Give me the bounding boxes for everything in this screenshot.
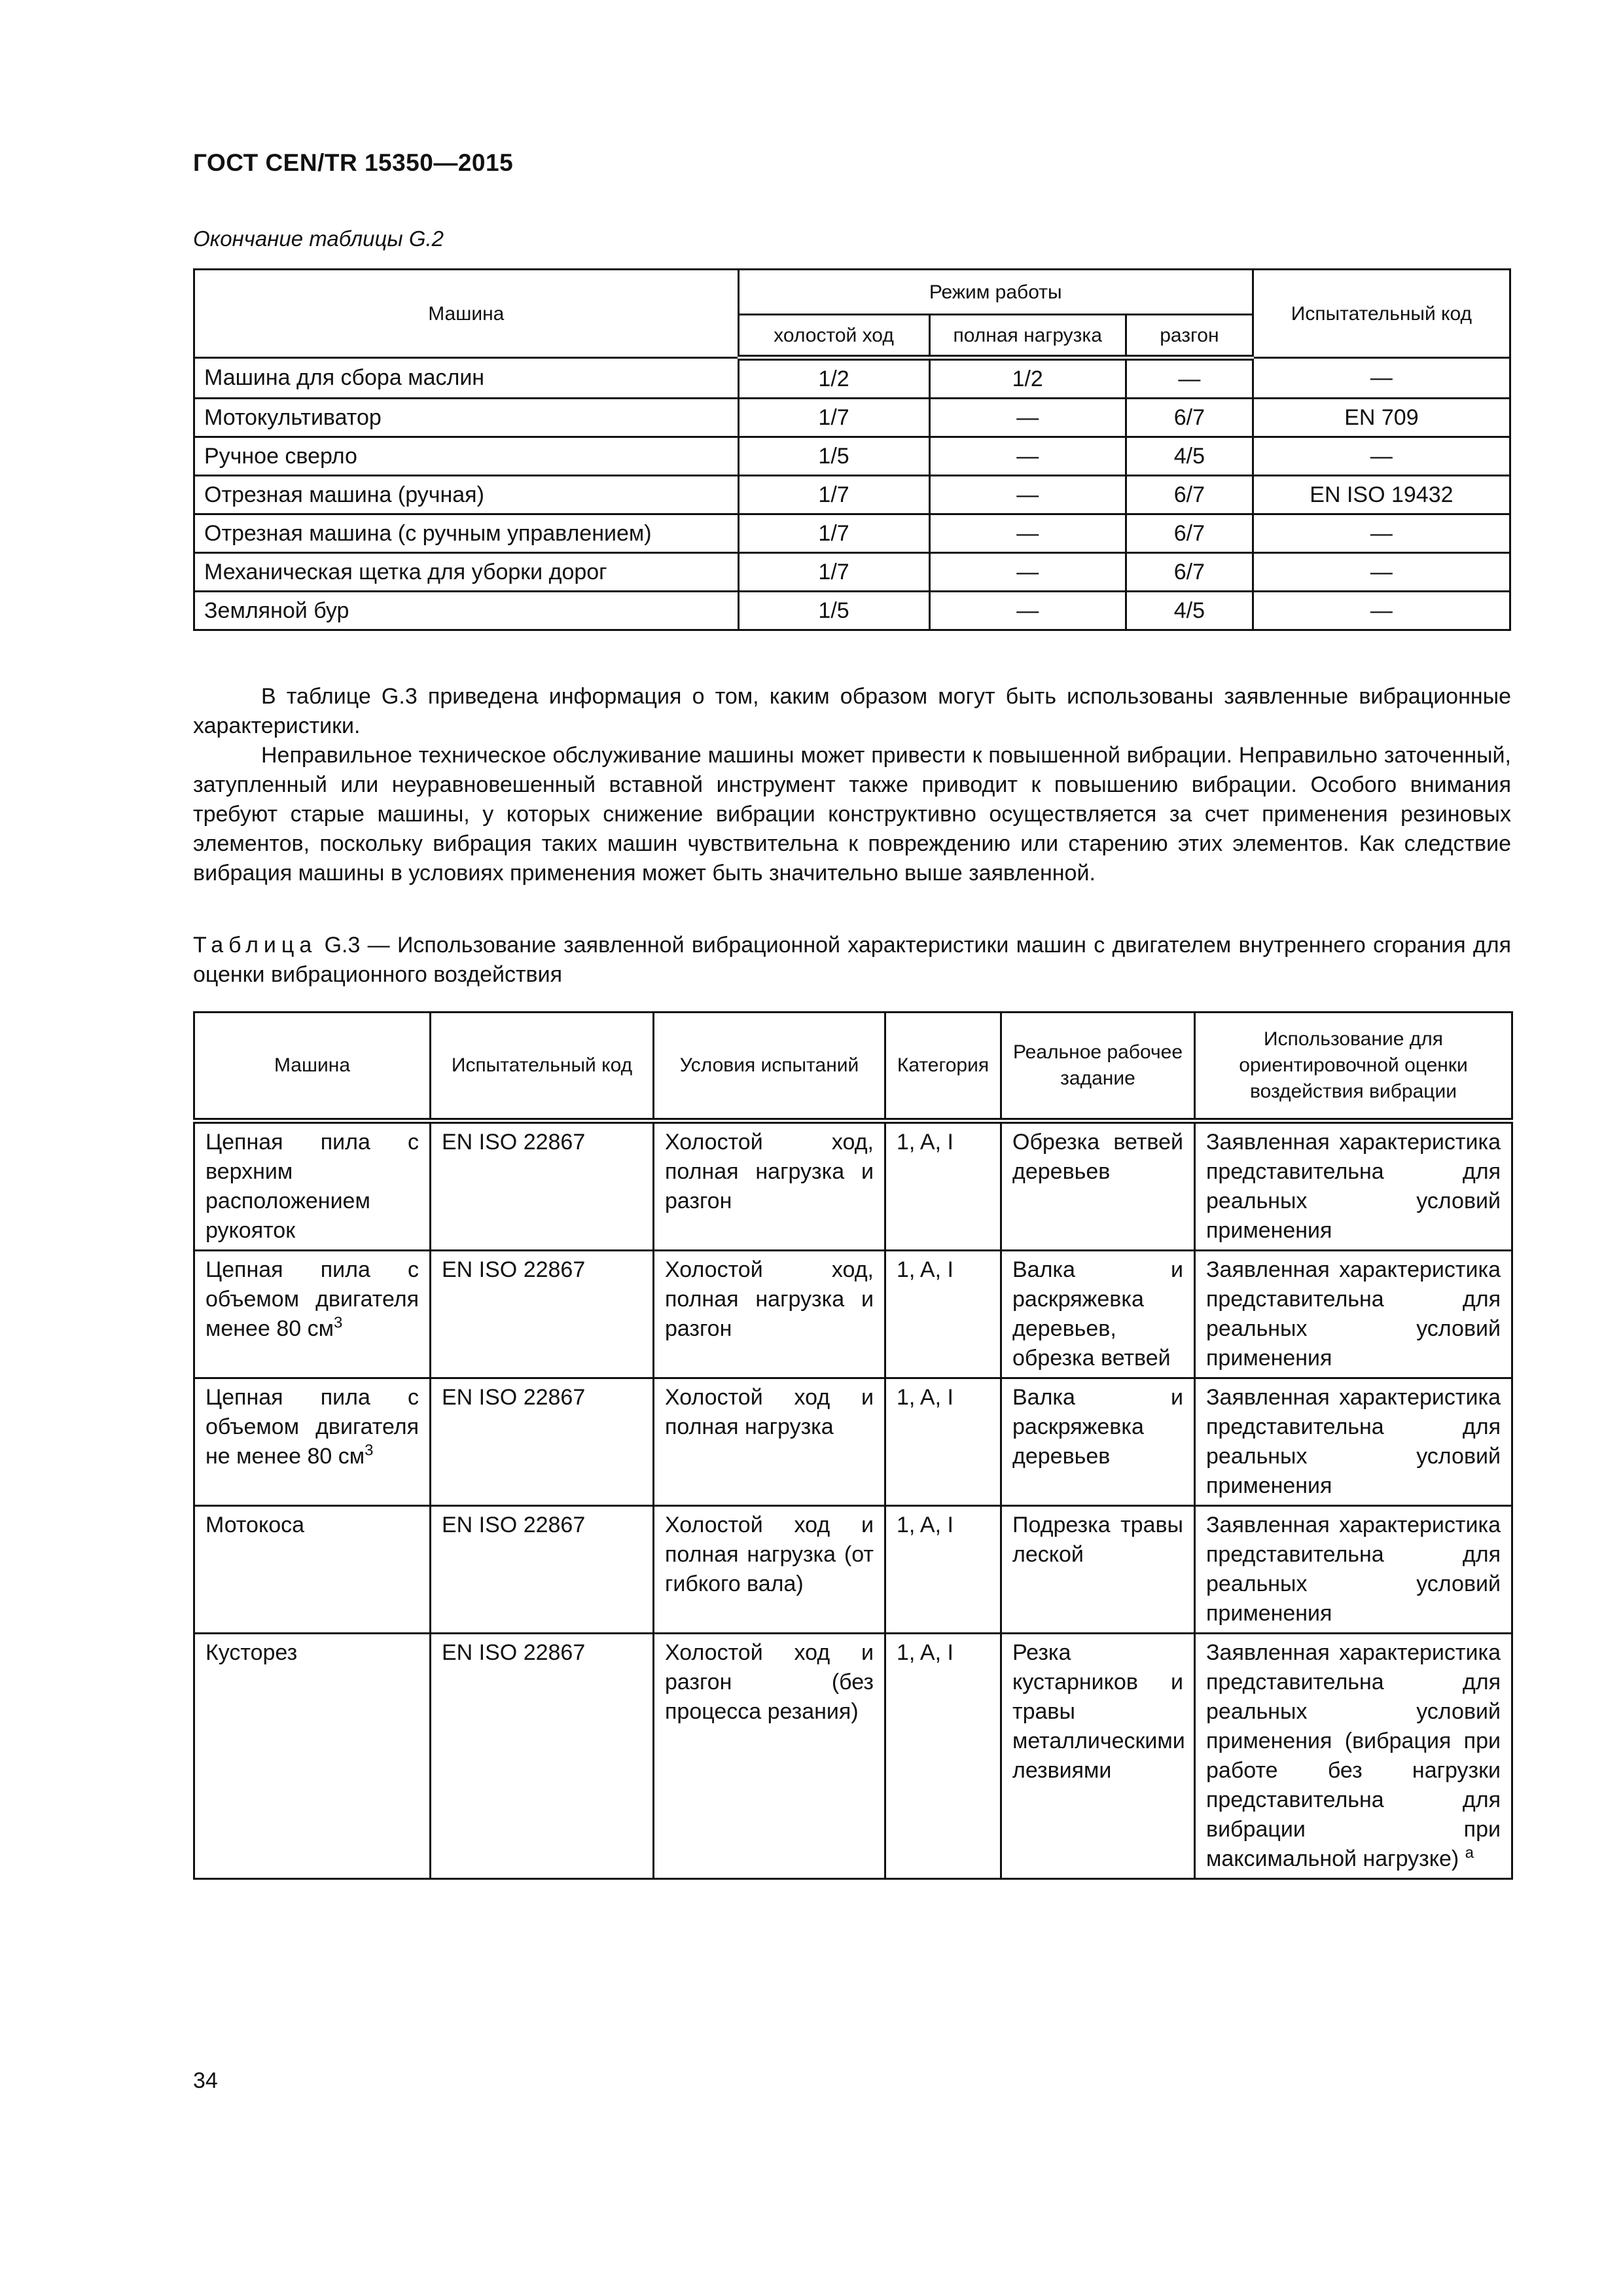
cell-machine: Цепная пила с верхним расположением рукояток (194, 1121, 431, 1251)
table-g2-caption: Окончание таблицы G.2 (193, 226, 444, 251)
cell-task: Валка и раскряжевка деревьев, обрезка ветвей (1001, 1251, 1195, 1378)
cell-usage: Заявленная характеристика представительна для реальных условий применения (1195, 1506, 1512, 1634)
cell-code: EN ISO 22867 (431, 1378, 654, 1506)
table-g2-header-machine: Машина (194, 270, 739, 358)
cell-category: 1, A, I (885, 1378, 1001, 1506)
cell-idle: 1/7 (738, 514, 929, 553)
cell-code: EN 709 (1253, 399, 1510, 437)
cell-idle: 1/5 (738, 592, 929, 630)
table-row (194, 358, 1510, 399)
cell-task: Подрезка травы леской (1001, 1506, 1195, 1634)
cell-conditions: Холостой ход и полная нагрузка (654, 1378, 885, 1506)
cell-machine: Мотокоса (194, 1506, 431, 1634)
cell-full: — (929, 476, 1126, 514)
cell-conditions: Холостой ход и полная нагрузка (от гибкого вала) (654, 1506, 885, 1634)
table-g3-header-machine: Машина (194, 1013, 431, 1121)
table-row (194, 514, 1510, 553)
cell-idle: 1/7 (738, 476, 929, 514)
superscript-cubic: 3 (333, 1314, 343, 1332)
cell-full: 1/2 (929, 358, 1126, 399)
table-g3 (193, 1011, 1513, 1880)
table-g2-header-racing: разгон (1126, 315, 1253, 358)
cell-machine (194, 1251, 431, 1378)
cell-usage: Заявленная характеристика представительна для реальных условий применения (1195, 1378, 1512, 1506)
cell-machine: Ручное сверло (194, 437, 739, 476)
table-row (194, 399, 1510, 437)
table-row (194, 1506, 1512, 1634)
table-g3-caption-text: G.3 — Использование заявленной вибрационной характеристики машин с двигателем внутреннего сгорания для оценки вибрационного воздействия (193, 933, 1511, 987)
cell-machine: Кусторез (194, 1634, 431, 1879)
cell-usage (1195, 1634, 1512, 1879)
cell-machine: Отрезная машина (ручная) (194, 476, 739, 514)
cell-usage: Заявленная характеристика представительна для реальных условий применения (1195, 1251, 1512, 1378)
cell-code: — (1253, 553, 1510, 592)
footnote-mark: а (1465, 1844, 1474, 1862)
table-g2-header-idle: холостой ход (738, 315, 929, 358)
cell-category: 1, A, I (885, 1251, 1001, 1378)
cell-racing: 6/7 (1126, 399, 1253, 437)
paragraph-1-text: В таблице G.3 приведена информация о том, каким образом могут быть использованы заявленные вибрационные характеристики. (193, 684, 1511, 738)
table-g2-header-mode: Режим работы (738, 270, 1253, 315)
cell-code: — (1253, 514, 1510, 553)
table-g3-header-task: Реальное рабочее задание (1001, 1013, 1195, 1121)
cell-category: 1, A, I (885, 1121, 1001, 1251)
cell-full: — (929, 592, 1126, 630)
cell-code: EN ISO 22867 (431, 1121, 654, 1251)
table-g3-header-usage: Использование для ориентировочной оценки воздействия вибрации (1195, 1013, 1512, 1121)
cell-task: Обрезка ветвей деревьев (1001, 1121, 1195, 1251)
table-row (194, 1378, 1512, 1506)
cell-idle: 1/5 (738, 437, 929, 476)
superscript-cubic: 3 (365, 1441, 374, 1460)
table-g2 (193, 268, 1511, 631)
paragraph-2 (193, 741, 1511, 888)
cell-machine-text: Цепная пила с объемом двигателя менее 80 см (205, 1257, 419, 1341)
table-row (194, 553, 1510, 592)
table-g3-caption (193, 931, 1511, 990)
cell-racing: 6/7 (1126, 553, 1253, 592)
cell-racing: — (1126, 358, 1253, 399)
cell-code: — (1253, 437, 1510, 476)
table-g3-header-code: Испытательный код (431, 1013, 654, 1121)
cell-conditions: Холостой ход, полная нагрузка и разгон (654, 1251, 885, 1378)
cell-full: — (929, 399, 1126, 437)
table-row (194, 1121, 1512, 1251)
cell-machine: Земляной бур (194, 592, 739, 630)
cell-racing: 4/5 (1126, 592, 1253, 630)
cell-conditions: Холостой ход и разгон (без процесса резания) (654, 1634, 885, 1879)
table-g3-caption-label: Таблица (193, 933, 317, 958)
cell-code: EN ISO 22867 (431, 1251, 654, 1378)
table-g3-header-category: Категория (885, 1013, 1001, 1121)
table-row (194, 437, 1510, 476)
cell-racing: 4/5 (1126, 437, 1253, 476)
cell-idle: 1/7 (738, 553, 929, 592)
cell-code: EN ISO 22867 (431, 1634, 654, 1879)
cell-full: — (929, 553, 1126, 592)
paragraph-2-text: Неправильное техническое обслуживание машины может привести к повышенной вибрации. Неправильно заточенный, затупленный или неуравновешенный вставной инструмент также приводит к повышению вибрации. Особого внимания требуют старые машины, у которых снижение вибрации конструктивно осуществляется за счет применения резиновых элементов, поскольку вибрация таких машин чувствительна к повреждению или старению этих элементов. Как следствие вибрация машины в условиях применения может быть значительно выше заявленной. (193, 743, 1511, 886)
table-g2-header-full-load: полная нагрузка (929, 315, 1126, 358)
cell-code: — (1253, 358, 1510, 399)
cell-category: 1, A, I (885, 1634, 1001, 1879)
cell-racing: 6/7 (1126, 514, 1253, 553)
paragraph-1 (193, 682, 1511, 741)
cell-full: — (929, 514, 1126, 553)
table-row (194, 1251, 1512, 1378)
cell-conditions: Холостой ход, полная нагрузка и разгон (654, 1121, 885, 1251)
cell-usage-text: Заявленная характеристика представительна для реальных условий применения (вибрация при работе без нагрузки представительна для вибрации при максимальной нагрузке) (1206, 1640, 1501, 1871)
cell-code: EN ISO 22867 (431, 1506, 654, 1634)
cell-task: Резка кустарников и травы металлическими лезвиями (1001, 1634, 1195, 1879)
cell-full: — (929, 437, 1126, 476)
cell-machine: Мотокультиватор (194, 399, 739, 437)
cell-idle: 1/7 (738, 399, 929, 437)
cell-racing: 6/7 (1126, 476, 1253, 514)
cell-idle: 1/2 (738, 358, 929, 399)
cell-usage: Заявленная характеристика представительна для реальных условий применения (1195, 1121, 1512, 1251)
cell-task: Валка и раскряжевка деревьев (1001, 1378, 1195, 1506)
cell-code: — (1253, 592, 1510, 630)
table-row (194, 476, 1510, 514)
cell-machine: Механическая щетка для уборки дорог (194, 553, 739, 592)
cell-machine: Отрезная машина (с ручным управлением) (194, 514, 739, 553)
document-header: ГОСТ CEN/TR 15350—2015 (193, 149, 514, 176)
table-row (194, 1634, 1512, 1879)
cell-code: EN ISO 19432 (1253, 476, 1510, 514)
table-g2-header-test-code: Испытательный код (1253, 270, 1510, 358)
page-number: 34 (193, 2068, 218, 2093)
cell-category: 1, A, I (885, 1506, 1001, 1634)
cell-machine-text: Цепная пила с объемом двигателя не менее 80 см (205, 1385, 419, 1469)
cell-machine (194, 1378, 431, 1506)
table-g3-header-conditions: Условия испытаний (654, 1013, 885, 1121)
cell-machine: Машина для сбора маслин (194, 358, 739, 399)
table-row (194, 592, 1510, 630)
